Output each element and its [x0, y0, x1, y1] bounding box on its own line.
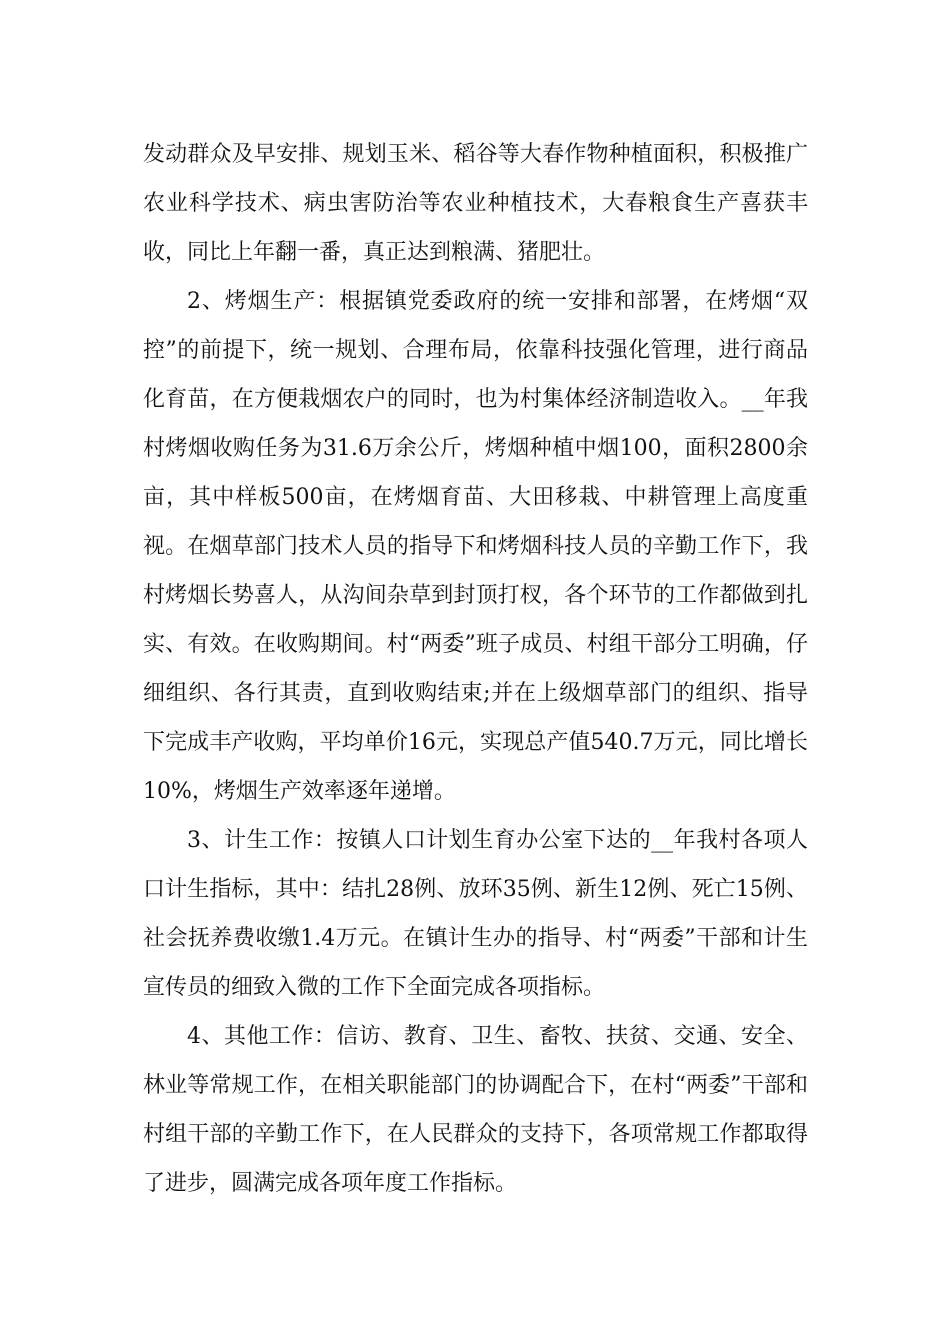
- paragraph-family-planning: 3、计生工作：按镇人口计划生育办公室下达的__年我村各项人口计生指标，其中：结扎28例、放环35例、新生12例、死亡15例、社会抚养费收缴1.4万元。在镇计生办的指导、村“两委”干部和计生宣传员的细致入微的工作下全面完成各项指标。: [143, 828, 808, 1000]
- document-body: [143, 130, 808, 1208]
- paragraph-crop-production: 发动群众及早安排、规划玉米、稻谷等大春作物种植面积，积极推广农业科学技术、病虫害防治等农业种植技术，大春粮食生产喜获丰收，同比上年翻一番，真正达到粮满、猪肥壮。: [143, 142, 808, 265]
- paragraph-tobacco-production: 2、烤烟生产：根据镇党委政府的统一安排和部署，在烤烟“双控”的前提下，统一规划、合理布局，依靠科技强化管理，进行商品化育苗，在方便栽烟农户的同时，也为村集体经济制造收入。__年我村烤烟收购任务为31.6万余公斤，烤烟种植中烟100，面积2800余亩，其中样板500亩，在烤烟育苗、大田移栽、中耕管理上高度重视。在烟草部门技术人员的指导下和烤烟科技人员的辛勤工作下，我村烤烟长势喜人，从沟间杂草到封顶打杈，各个环节的工作都做到扎实、有效。在收购期间。村“两委”班子成员、村组干部分工明确，仔细组织、各行其责，直到收购结束;并在上级烟草部门的组织、指导下完成丰产收购，平均单价16元，实现总产值540.7万元，同比增长10%，烤烟生产效率逐年递增。: [143, 289, 808, 804]
- paragraph-other-work: 4、其他工作：信访、教育、卫生、畜牧、扶贫、交通、安全、林业等常规工作，在相关职能部门的协调配合下，在村“两委”干部和村组干部的辛勤工作下，在人民群众的支持下，各项常规工作都取得了进步，圆满完成各项年度工作指标。: [143, 1024, 808, 1196]
